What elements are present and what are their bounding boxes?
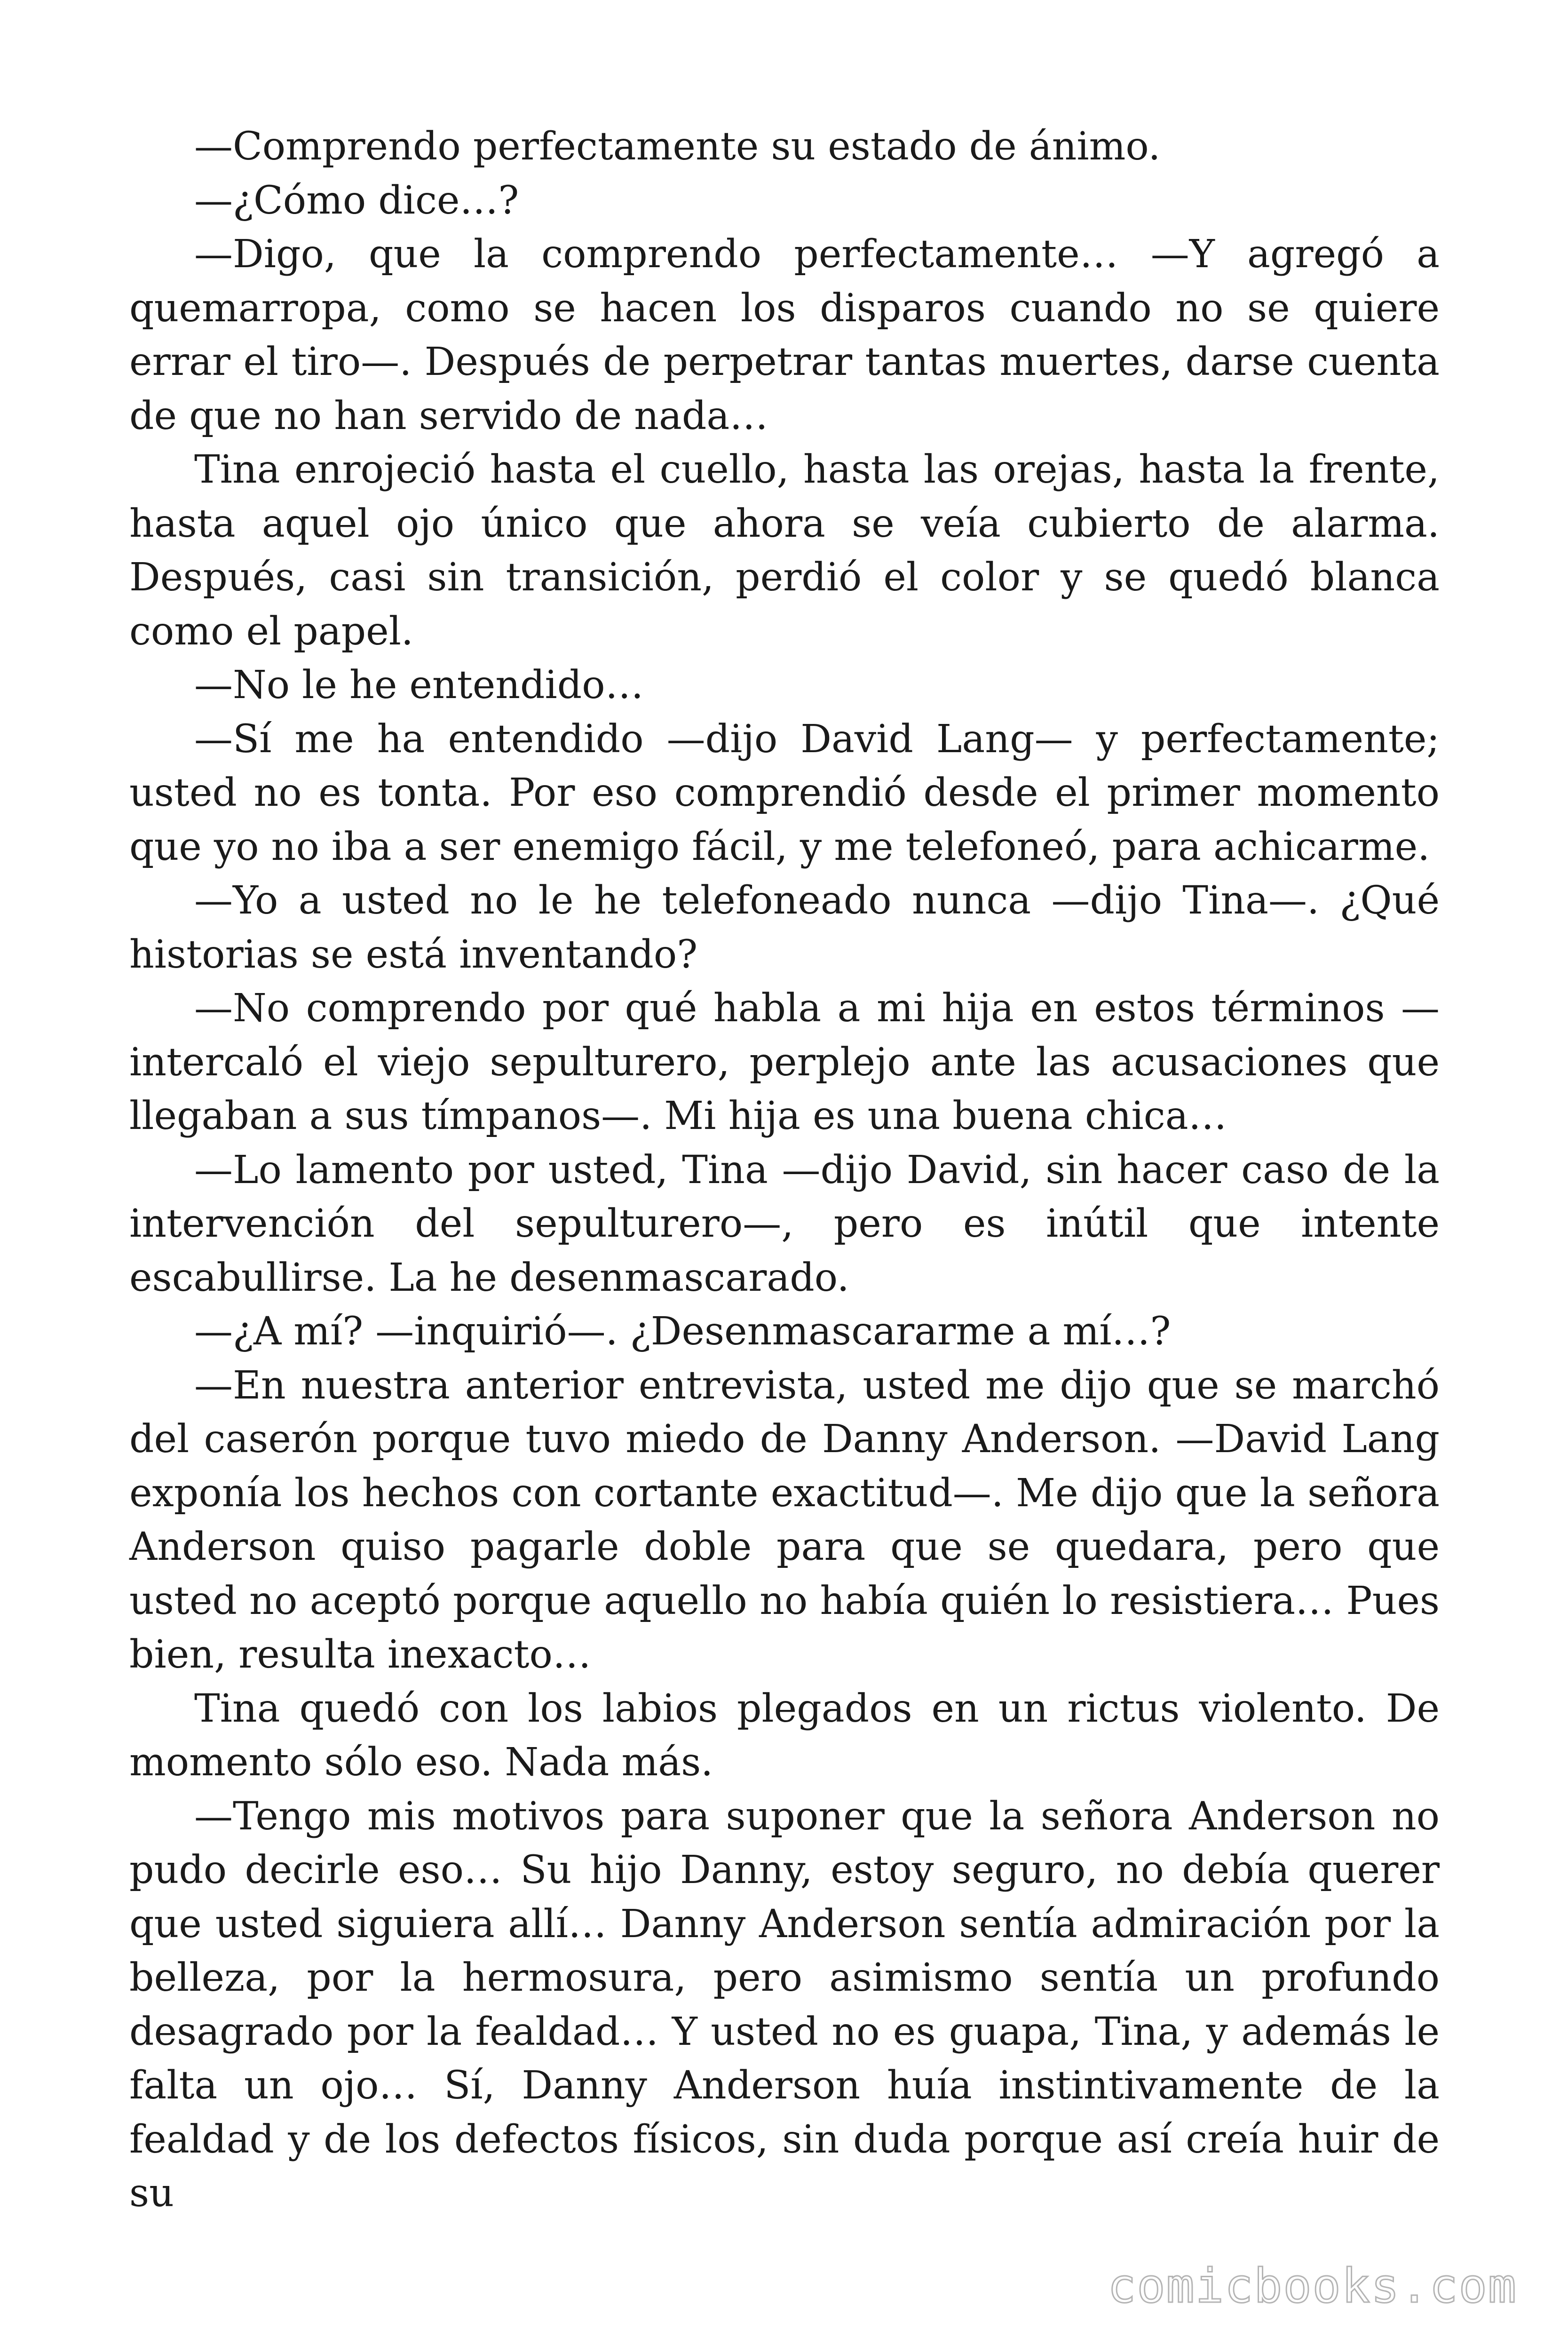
paragraph: —¿Cómo dice…? [194, 178, 519, 223]
paragraph: Tina enrojeció hasta el cuello, hasta las orejas, hasta la frente, hasta aquel ojo único que ahora se veía cubierto de alarma. Después, casi sin transición, perdió el color y se quedó blanca como el papel. [129, 447, 1440, 654]
paragraph: —Lo lamento por usted, Tina —dijo David, sin hacer caso de la intervención del sepulturero—, pero es inútil que intente escabullirse. La he desenmascarado. [129, 1147, 1440, 1300]
paragraph: —Comprendo perfectamente su estado de ánimo. [194, 124, 1161, 169]
paragraph: —Digo, que la comprendo perfectamente… —Y agregó a quemarropa, como se hacen los disparos cuando no se quiere errar el tiro—. Después de perpetrar tantas muertes, darse cuenta de que no han servido de nada… [129, 232, 1440, 438]
paragraph: —En nuestra anterior entrevista, usted me dijo que se marchó del caserón porque tuvo miedo de Danny Anderson. —David Lang exponía los hechos con cortante exactitud—. Me dijo que la señora Anderson quiso pagarle doble para que se quedara, pero que usted no aceptó porque aquello no había quién lo resistiera… Pues bien, resulta inexacto… [129, 1363, 1440, 1677]
page-text [129, 120, 1440, 2221]
paragraph: —Tengo mis motivos para suponer que la señora Anderson no pudo decirle eso… Su hijo Danny, estoy seguro, no debía querer que usted siguiera allí… Danny Anderson sentía admiración por la belleza, por la hermosura, pero asimismo sentía un profundo desagrado por la fealdad… Y usted no es guapa, Tina, y además le falta un ojo… Sí, Danny Anderson huía instintivamente de la fealdad y de los defectos físicos, sin duda porque así creía huir de su [129, 1794, 1440, 2216]
paragraph: —Sí me ha entendido —dijo David Lang— y perfectamente; usted no es tonta. Por eso comprendió desde el primer momento que yo no iba a ser enemigo fácil, y me telefoneó, para achicarme. [129, 716, 1440, 869]
paragraph: —¿A mí? —inquirió—. ¿Desenmascararme a mí…? [194, 1309, 1171, 1354]
watermark: comicbooks.com [1108, 2258, 1517, 2313]
paragraph: —No comprendo por qué habla a mi hija en estos términos —intercaló el viejo sepulturero, perplejo ante las acusaciones que llegaban a sus tímpanos—. Mi hija es una buena chica… [129, 986, 1440, 1138]
paragraph: —Yo a usted no le he telefoneado nunca —dijo Tina—. ¿Qué historias se está inventando? [129, 878, 1440, 977]
paragraph: —No le he entendido… [194, 663, 644, 707]
paragraph: Tina quedó con los labios plegados en un rictus violento. De momento sólo eso. Nada más. [129, 1686, 1440, 1785]
